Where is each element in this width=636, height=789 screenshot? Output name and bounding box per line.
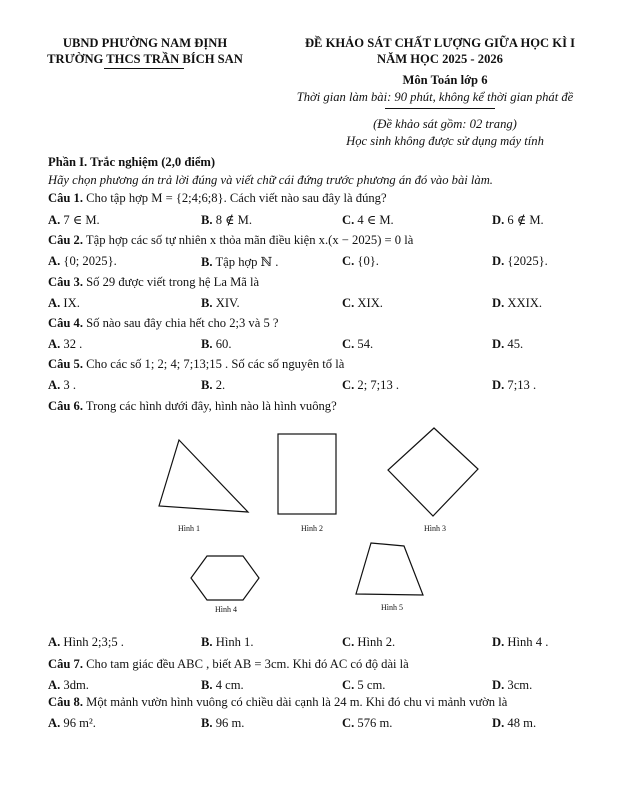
option-value: 45. — [507, 337, 524, 351]
option-value: 48 m. — [507, 716, 537, 730]
option-key: C. — [342, 378, 355, 392]
option-value: 32 . — [63, 337, 83, 351]
school-authority: UBND PHƯỜNG NAM ĐỊNH — [62, 36, 228, 50]
option-key: D. — [492, 716, 505, 730]
option-value: 2; 7;13 . — [357, 378, 400, 392]
question-label: Câu 6. — [48, 399, 83, 413]
option-key: A. — [48, 378, 61, 392]
part1-title: Phần I. Trắc nghiệm (2,0 điểm) — [48, 155, 216, 169]
question-text: Cho tam giác đều ABC , biết AB = 3cm. Khi đó AC có độ dài là — [86, 657, 409, 671]
caption-hinh4: Hình 4 — [215, 605, 237, 614]
option-value: 7 ∈ M. — [63, 213, 100, 227]
option-value: 576 m. — [357, 716, 393, 730]
option-key: C. — [342, 678, 355, 692]
option-key: D. — [492, 635, 505, 649]
page-count: (Đề khảo sát gồm: 02 trang) — [373, 117, 517, 131]
option-value: XXIX. — [507, 296, 543, 310]
question-label: Câu 1. — [48, 191, 83, 205]
option-value: Hình 1. — [215, 635, 254, 649]
option-key: D. — [492, 213, 505, 227]
exam-title: ĐỀ KHẢO SÁT CHẤT LƯỢNG GIỮA HỌC KÌ I — [304, 36, 576, 50]
option-value: Hình 4 . — [507, 635, 549, 649]
school-name: TRƯỜNG THCS TRẦN BÍCH SAN — [47, 52, 243, 66]
question-text: Số nào sau đây chia hết cho 2;3 và 5 ? — [86, 316, 279, 330]
hinh5-quadrilateral — [356, 543, 423, 595]
option-key: C. — [342, 213, 355, 227]
option-key: B. — [201, 213, 213, 227]
hinh2-square — [278, 434, 336, 514]
option-key: B. — [201, 716, 213, 730]
option-key: C. — [342, 635, 355, 649]
option-key: D. — [492, 296, 505, 310]
question-label: Câu 5. — [48, 357, 83, 371]
option-key: D. — [492, 254, 505, 268]
option-key: A. — [48, 296, 61, 310]
no-calculator-note: Học sinh không được sử dụng máy tính — [346, 134, 544, 148]
option-key: C. — [342, 716, 355, 730]
option-value: Hình 2;3;5 . — [63, 635, 124, 649]
option-value: XIV. — [215, 296, 240, 310]
option-key: D. — [492, 337, 505, 351]
caption-hinh3: Hình 3 — [424, 524, 446, 533]
option-value: XIX. — [357, 296, 383, 310]
option-value: 6 ∉ M. — [507, 213, 544, 227]
option-key: A. — [48, 254, 61, 268]
question-label: Câu 8. — [48, 695, 83, 709]
question-text: Trong các hình dưới đây, hình nào là hình vuông? — [85, 399, 337, 413]
question-text: Cho các số 1; 2; 4; 7;13;15 . Số các số nguyên tố là — [86, 357, 345, 371]
option-value: 7;13 . — [507, 378, 537, 392]
question-text: Tập hợp các số tự nhiên x thỏa mãn điều kiện x.(x − 2025) = 0 là — [85, 233, 414, 247]
option-value: {2025}. — [507, 254, 548, 268]
option-key: A. — [48, 213, 61, 227]
part1-instruction: Hãy chọn phương án trả lời đúng và viết chữ cái đứng trước phương án đó vào bài làm. — [48, 173, 493, 187]
option-value: 4 ∈ M. — [357, 213, 394, 227]
question-label: Câu 4. — [48, 316, 83, 330]
option-value: Tập hợp ℕ . — [215, 255, 279, 269]
option-value: {0; 2025}. — [63, 254, 117, 268]
option-value: 3dm. — [63, 678, 89, 692]
question-label: Câu 7. — [48, 657, 83, 671]
caption-hinh1: Hình 1 — [178, 524, 200, 533]
option-value: 3 . — [63, 378, 76, 392]
option-key: B. — [201, 337, 213, 351]
question-text: Một mảnh vườn hình vuông có chiều dài cạnh là 24 m. Khi đó chu vi mảnh vườn là — [86, 695, 508, 709]
hinh1-triangle — [159, 440, 248, 512]
question-label: Câu 2. — [48, 233, 83, 247]
option-value: {0}. — [357, 254, 379, 268]
option-key: A. — [48, 678, 61, 692]
option-key: B. — [201, 296, 213, 310]
option-key: A. — [48, 716, 61, 730]
caption-hinh5: Hình 5 — [381, 603, 403, 612]
time-limit: Thời gian làm bài: 90 phút, không kể thời gian phát đề — [296, 90, 574, 104]
question-label: Câu 3. — [48, 275, 83, 289]
option-value: 3cm. — [507, 678, 533, 692]
option-value: IX. — [63, 296, 80, 310]
option-key: C. — [342, 254, 355, 268]
option-key: B. — [201, 378, 213, 392]
option-key: B. — [201, 255, 213, 269]
subject: Môn Toán lớp 6 — [402, 73, 488, 87]
option-value: 54. — [357, 337, 374, 351]
option-value: 5 cm. — [357, 678, 386, 692]
option-value: 4 cm. — [215, 678, 244, 692]
option-key: C. — [342, 296, 355, 310]
caption-hinh2: Hình 2 — [301, 524, 323, 533]
option-value: 96 m. — [215, 716, 245, 730]
option-key: D. — [492, 378, 505, 392]
hinh3-rhombus — [388, 428, 478, 516]
option-key: A. — [48, 635, 61, 649]
option-key: C. — [342, 337, 355, 351]
question-text: Số 29 được viết trong hệ La Mã là — [86, 275, 260, 289]
school-year: NĂM HỌC 2025 - 2026 — [377, 52, 503, 66]
option-value: Hình 2. — [357, 635, 396, 649]
hinh4-hexagon — [191, 556, 259, 600]
option-value: 8 ∉ M. — [215, 213, 252, 227]
option-key: D. — [492, 678, 505, 692]
option-key: A. — [48, 337, 61, 351]
option-value: 60. — [215, 337, 232, 351]
question-text: Cho tập hợp M = {2;4;6;8}. Cách viết nào sau đây là đúng? — [86, 191, 387, 205]
option-value: 2. — [215, 378, 226, 392]
option-value: 96 m². — [63, 716, 96, 730]
option-key: B. — [201, 678, 213, 692]
option-key: B. — [201, 635, 213, 649]
